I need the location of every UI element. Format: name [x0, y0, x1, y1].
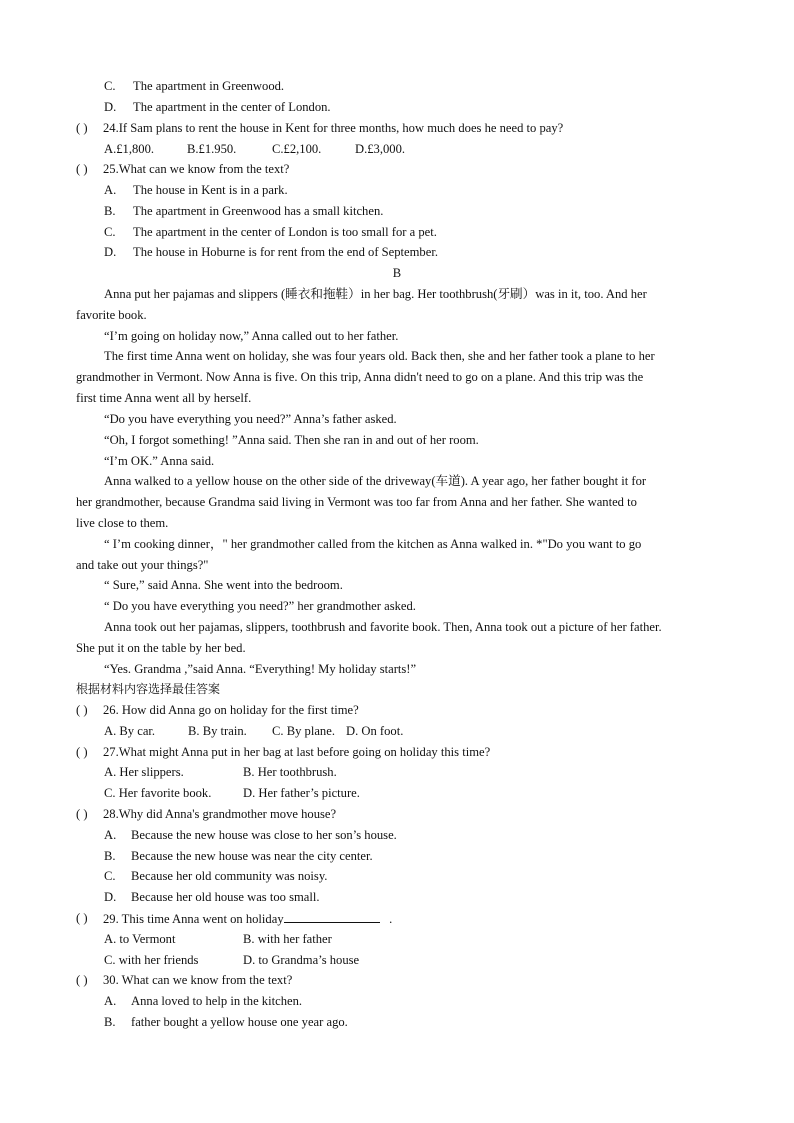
- option-text: Anna loved to help in the kitchen.: [131, 994, 303, 1008]
- passage-line: “ I’m cooking dinner，" her grandmother called from the kitchen as Anna walked in. *"Do you want to go: [104, 537, 642, 551]
- option-label: B.: [104, 849, 116, 863]
- section-heading: B: [392, 266, 402, 280]
- passage-line: “Oh, I forgot something! ”Anna said. Then she ran in and out of her room.: [104, 433, 479, 447]
- option-a: A. to Vermont: [104, 932, 176, 946]
- option-c: C. with her friends: [104, 953, 199, 967]
- option-label: A.: [104, 183, 117, 197]
- passage-line: her grandmother, because Grandma said living in Vermont was too far from Anna and her father. She wanted to: [76, 495, 637, 509]
- answer-blank[interactable]: [284, 910, 380, 923]
- option-label: D.: [104, 890, 117, 904]
- passage-line: “Yes. Grandma ,”said Anna. “Everything! My holiday starts!”: [104, 662, 417, 676]
- passage-line: Anna put her pajamas and slippers (睡衣和拖鞋）in her bag. Her toothbrush(牙刷）was in it, too. And her: [104, 287, 647, 301]
- passage-line: live close to them.: [76, 516, 169, 530]
- option-text: The house in Hoburne is for rent from the end of September.: [133, 245, 438, 259]
- passage-line: Anna took out her pajamas, slippers, toothbrush and favorite book. Then, Anna took out a picture of her father.: [104, 620, 662, 634]
- option-text: The apartment in Greenwood.: [133, 79, 285, 93]
- passage-line: first time Anna went all by herself.: [76, 391, 252, 405]
- option-a: A. By car.: [104, 724, 156, 738]
- passage-line: “ Do you have everything you need?” her grandmother asked.: [104, 599, 416, 613]
- question-29: [103, 910, 392, 927]
- option-d: D. On foot.: [346, 724, 404, 738]
- option-label: C.: [104, 225, 116, 239]
- passage-line: The first time Anna went on holiday, she was four years old. Back then, she and her father took a plane to her: [104, 349, 655, 363]
- passage-line: “I’m going on holiday now,” Anna called out to her father.: [104, 329, 399, 343]
- option-text: The apartment in the center of London.: [133, 100, 331, 114]
- passage-line: “ Sure,” said Anna. She went into the bedroom.: [104, 578, 343, 592]
- option-label: C.: [104, 79, 116, 93]
- answer-paren: ( ): [76, 911, 88, 925]
- answer-paren: ( ): [76, 807, 88, 821]
- answer-paren: ( ): [76, 745, 88, 759]
- option-label: A.: [104, 828, 117, 842]
- option-b: B. Her toothbrush.: [243, 765, 337, 779]
- option-d: D.£3,000.: [355, 142, 406, 156]
- option-c: C. Her favorite book.: [104, 786, 212, 800]
- option-a: A. Her slippers.: [104, 765, 184, 779]
- option-d: D. Her father’s picture.: [243, 786, 360, 800]
- passage-line: Anna walked to a yellow house on the other side of the driveway(车道). A year ago, her father bought it for: [104, 474, 647, 488]
- answer-paren: ( ): [76, 162, 88, 176]
- option-b: B. By train.: [188, 724, 247, 738]
- answer-paren: ( ): [76, 121, 88, 135]
- option-label: B.: [104, 1015, 116, 1029]
- passage-line: She put it on the table by her bed.: [76, 641, 246, 655]
- option-text: Because the new house was near the city center.: [131, 849, 373, 863]
- option-a: A.£1,800.: [104, 142, 155, 156]
- question-end: .: [389, 912, 393, 926]
- option-text: Because the new house was close to her son’s house.: [131, 828, 397, 842]
- option-label: C.: [104, 869, 116, 883]
- question-28: 28.Why did Anna's grandmother move house?: [103, 807, 337, 821]
- option-b: B.£1.950.: [187, 142, 237, 156]
- question-text: 29. This time Anna went on holiday: [103, 912, 284, 926]
- option-label: A.: [104, 994, 117, 1008]
- question-25: 25.What can we know from the text?: [103, 162, 290, 176]
- option-label: B.: [104, 204, 116, 218]
- question-24: 24.If Sam plans to rent the house in Kent for three months, how much does he need to pay?: [103, 121, 564, 135]
- passage-line: and take out your things?": [76, 558, 209, 572]
- passage-line: grandmother in Vermont. Now Anna is five. On this trip, Anna didn't need to go on a plane. And this trip was the: [76, 370, 644, 384]
- passage-line: “Do you have everything you need?” Anna’s father asked.: [104, 412, 397, 426]
- question-27: 27.What might Anna put in her bag at last before going on holiday this time?: [103, 745, 491, 759]
- option-label: D.: [104, 245, 117, 259]
- option-text: The apartment in Greenwood has a small kitchen.: [133, 204, 384, 218]
- option-text: The apartment in the center of London is too small for a pet.: [133, 225, 437, 239]
- question-30: 30. What can we know from the text?: [103, 973, 293, 987]
- option-b: B. with her father: [243, 932, 332, 946]
- answer-paren: ( ): [76, 973, 88, 987]
- passage-line: “I’m OK.” Anna said.: [104, 454, 215, 468]
- question-26: 26. How did Anna go on holiday for the first time?: [103, 703, 359, 717]
- option-c: C.£2,100.: [272, 142, 322, 156]
- option-text: Because her old community was noisy.: [131, 869, 328, 883]
- answer-paren: ( ): [76, 703, 88, 717]
- instruction: 根据材料内容选择最佳答案: [76, 682, 221, 696]
- option-text: Because her old house was too small.: [131, 890, 320, 904]
- option-label: D.: [104, 100, 117, 114]
- passage-line: favorite book.: [76, 308, 147, 322]
- option-text: father bought a yellow house one year ago.: [131, 1015, 348, 1029]
- option-text: The house in Kent is in a park.: [133, 183, 288, 197]
- option-c: C. By plane.: [272, 724, 335, 738]
- option-d: D. to Grandma’s house: [243, 953, 360, 967]
